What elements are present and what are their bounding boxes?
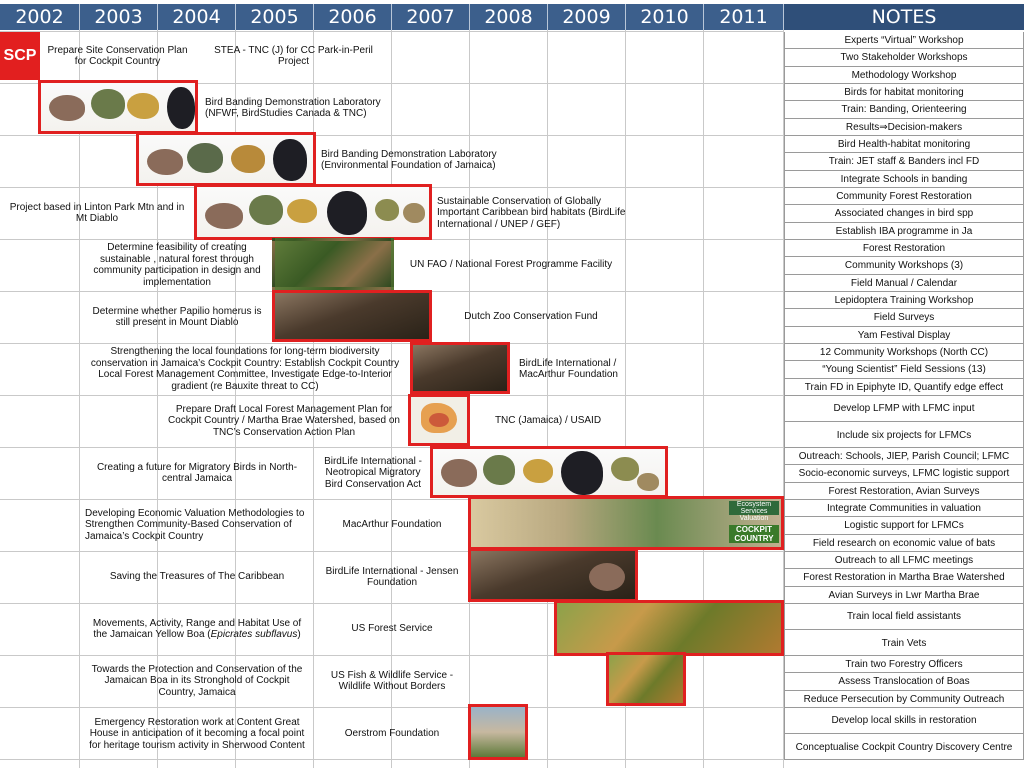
project-12-title: Towards the Protection and Conservation of the Jamaican Boa in its Stronghold of Cockpit Country, Jamaica <box>91 663 303 698</box>
note-item: Reduce Persecution by Community Outreach <box>803 693 1005 705</box>
project-0-title: Prepare Site Conservation Plan for Cockpit Country <box>47 44 188 67</box>
note-item: Forest Restoration, Avian Surveys <box>828 485 980 497</box>
project-3-funder: Sustainable Conservation of Globally Important Caribbean bird habitats (BirdLife International / UNEP / GEF) <box>437 195 626 230</box>
note-item: Develop LFMP with LFMC input <box>784 396 1024 422</box>
note-item: Associated changes in bird spp <box>784 205 1024 222</box>
note-item: Field research on economic value of bats <box>812 537 996 549</box>
scp-badge: SCP <box>0 32 40 80</box>
project-4-title: Determine feasibility of creating sustainable , natural forest through community participation in design and implementation <box>93 242 261 288</box>
note-item: Community Workshops (3) <box>784 257 1024 274</box>
note-item: Include six projects for LFMCs <box>836 429 972 441</box>
bird-release-photo <box>468 548 638 602</box>
column-divider <box>703 30 704 768</box>
year-header-2002: 2002 <box>0 4 80 30</box>
project-5-title: Determine whether Papilio homerus is still present in Mount Diablo <box>92 305 262 328</box>
year-header-2003: 2003 <box>80 4 158 30</box>
eco-label: Ecosystem Services Valuation <box>729 501 779 515</box>
note-item: Train: Banding, Orienteering <box>784 101 1024 118</box>
note-item: Develop local skills in restoration <box>784 708 1024 734</box>
note-item: Train local field assistants <box>784 604 1024 630</box>
note-item: Avian Surveys in Lwr Martha Brae <box>828 589 980 601</box>
year-header-2011: 2011 <box>704 4 784 30</box>
project-4-funder: UN FAO / National Forest Programme Facility <box>409 259 613 271</box>
note-item: Community Forest Restoration <box>784 188 1024 205</box>
year-header-2008: 2008 <box>470 4 548 30</box>
yellow-boa-photo <box>554 600 784 656</box>
note-item: Conceptualise Cockpit Country Discovery Centre <box>795 741 1013 753</box>
row-divider <box>0 135 784 136</box>
note-item: Establish IBA programme in Ja <box>835 225 973 237</box>
project-10-funder: BirdLife International - Jensen Foundation <box>325 565 459 588</box>
valuation-banner <box>468 496 784 550</box>
cockpit-label: COCKPIT COUNTRY <box>729 525 779 543</box>
note-item: Yam Festival Display <box>857 329 951 341</box>
project-6-title: Strengthening the local foundations for long-term biodiversity conservation in Jamaica’s Cockpit Country: Establish Cockpit Country Local Forest Management Committee, Investigate Edge-to-Interior gradient (re Bauxite threat to CC) <box>90 346 400 392</box>
project-9-funder: MacArthur Foundation <box>342 519 442 531</box>
note-item: Socio-economic surveys, LFMC logistic support <box>784 465 1024 482</box>
year-header-2006: 2006 <box>314 4 392 30</box>
project-0-funder: STEA - TNC (J) for CC Park-in-Peril Project <box>214 44 373 67</box>
note-item: Assess Translocation of Boas <box>784 673 1024 690</box>
bird-photo-2 <box>136 132 316 186</box>
meeting-photo <box>410 342 510 394</box>
project-10-title: Saving the Treasures of The Caribbean <box>109 571 285 583</box>
note-item: Experts “Virtual” Workshop <box>784 32 1024 49</box>
note-item: 12 Community Workshops (North CC) <box>784 344 1024 361</box>
year-header-2004: 2004 <box>158 4 236 30</box>
project-5-funder: Dutch Zoo Conservation Fund <box>464 311 598 323</box>
bird-photo-1 <box>38 80 198 134</box>
bird-photo-4 <box>430 446 668 498</box>
note-item: Field Surveys <box>784 309 1024 326</box>
year-header-2007: 2007 <box>392 4 470 30</box>
project-13-funder: Oerstrom Foundation <box>344 728 440 740</box>
project-2-title: Bird Banding Demonstration Laboratory (Environmental Foundation of Jamaica) <box>321 148 497 171</box>
notes-header: NOTES <box>784 4 1024 30</box>
note-item: Two Stakeholder Workshops <box>784 49 1024 66</box>
note-item: Outreach: Schools, JIEP, Parish Council; LFMC <box>784 448 1024 465</box>
project-13-title: Emergency Restoration work at Content Great House in anticipation of it becoming a focal point for heritage tourism activity in Sherwood Content <box>89 716 305 751</box>
note-item: Forest Restoration in Martha Brae Watershed <box>784 569 1024 586</box>
project-7-title: Prepare Draft Local Forest Management Plan for Cockpit Country / Martha Brae Watershed, based on TNC’s Conservation Action Plan <box>168 403 400 438</box>
note-item: Logistic support for LFMCs <box>784 517 1024 534</box>
note-item: Results⇒Decision-makers <box>845 121 963 133</box>
note-item: Integrate Communities in valuation <box>784 500 1024 517</box>
note-item: Integrate Schools in banding <box>840 173 968 185</box>
note-item: Methodology Workshop <box>851 69 957 81</box>
project-11-title: Movements, Activity, Range and Habitat Use of the Jamaican Yellow Boa (Epicrates subflavus) <box>92 617 302 640</box>
note-item: Birds for habitat monitoring <box>784 84 1024 101</box>
jamaican-boa-photo <box>606 652 686 706</box>
project-6-funder: BirdLife International / MacArthur Foundation <box>519 357 618 380</box>
project-7-funder: TNC (Jamaica) / USAID <box>494 415 602 427</box>
year-header-2010: 2010 <box>626 4 704 30</box>
workshop-photo <box>272 290 432 342</box>
column-divider <box>79 30 80 768</box>
note-item: Outreach to all LFMC meetings <box>784 552 1024 569</box>
note-item: Train two Forestry Officers <box>784 656 1024 673</box>
note-item: Train: JET staff & Banders incl FD <box>784 153 1024 170</box>
project-8-funder: BirdLife International - Neotropical Migratory Bird Conservation Act <box>324 455 422 490</box>
note-item: Train FD in Epiphyte ID, Quantify edge effect <box>804 381 1004 393</box>
bird-photo-3 <box>194 184 432 240</box>
great-house-photo <box>468 704 528 760</box>
note-item: Forest Restoration <box>784 240 1024 257</box>
project-3-title: Project based in Linton Park Mtn and in Mt Diablo <box>9 201 185 224</box>
forest-photo <box>272 238 394 290</box>
note-item: Bird Health-habitat monitoring <box>784 136 1024 153</box>
note-item: Train Vets <box>881 637 927 649</box>
note-item: Field Manual / Calendar <box>850 277 958 289</box>
map-image <box>408 394 470 446</box>
project-11-funder: US Forest Service <box>351 623 433 635</box>
project-9-title: Developing Economic Valuation Methodologies to Strengthen Community-Based Conservation of Jamaica’s Cockpit Country <box>85 507 305 542</box>
note-item: “Young Scientist” Field Sessions (13) <box>784 361 1024 378</box>
year-header-2009: 2009 <box>548 4 626 30</box>
project-1-title: Bird Banding Demonstration Laboratory (NFWF, BirdStudies Canada & TNC) <box>205 96 381 119</box>
year-header-2005: 2005 <box>236 4 314 30</box>
note-item: Lepidoptera Training Workshop <box>784 292 1024 309</box>
project-8-title: Creating a future for Migratory Birds in North-central Jamaica <box>96 461 298 484</box>
project-12-funder: US Fish & Wildlife Service - Wildlife Without Borders <box>330 669 454 692</box>
